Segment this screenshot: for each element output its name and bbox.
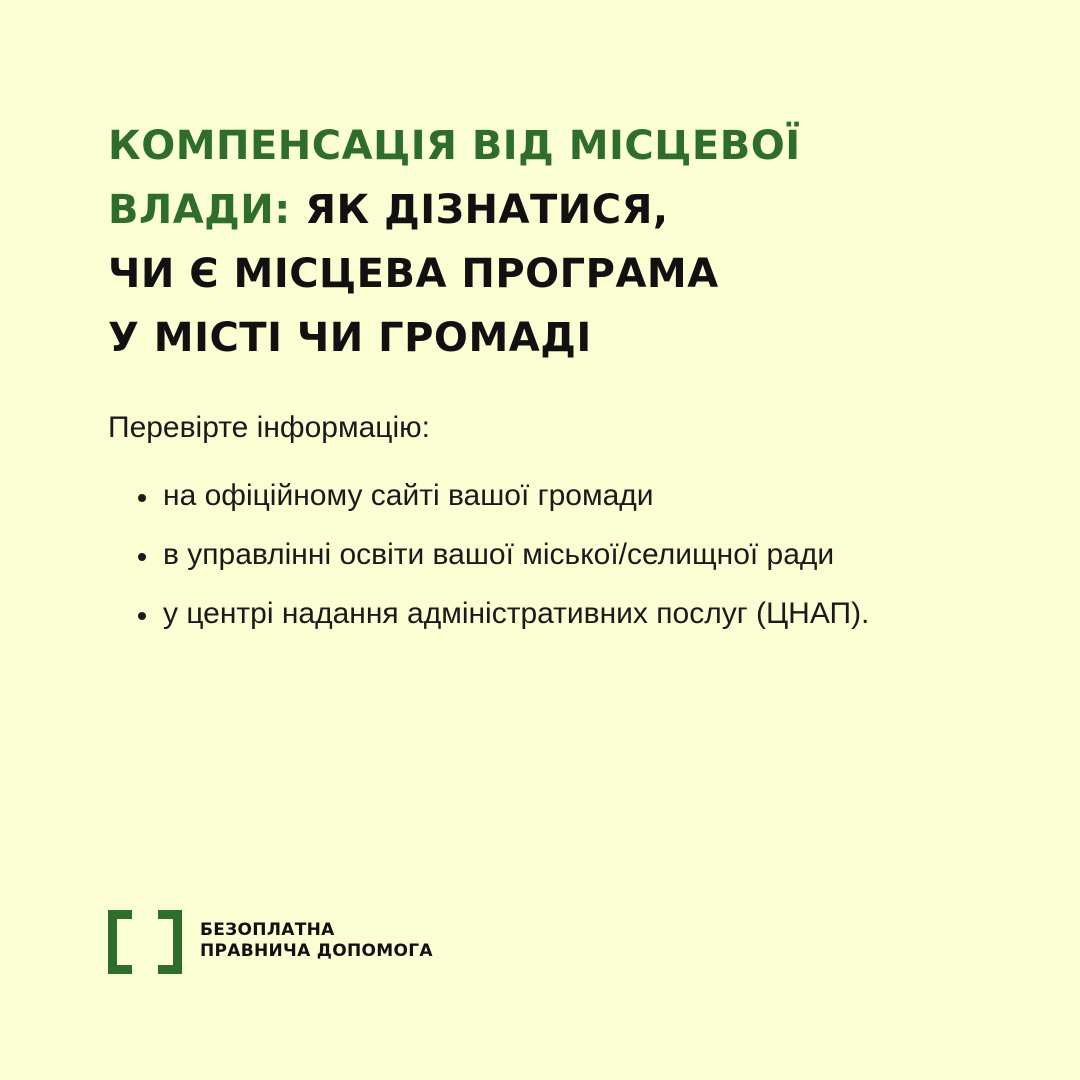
list-item-text: у центрі надання адміністративних послуг (ЦНАП). xyxy=(163,597,870,630)
headline-line-1: КОМПЕНСАЦІЯ ВІД МІСЦЕВОЇ xyxy=(108,123,801,169)
bullet-list xyxy=(108,474,869,651)
headline-line-3: ЧИ Є МІСЦЕВА ПРОГРАМА xyxy=(108,251,719,297)
logo xyxy=(108,910,508,974)
logo-text-line-2: ПРАВНИЧА ДОПОМОГА xyxy=(200,941,433,961)
list-item xyxy=(108,474,869,518)
list-item xyxy=(108,592,869,636)
headline xyxy=(108,114,1008,370)
bracket-logo-icon xyxy=(108,910,182,974)
headline-line-2 xyxy=(108,178,1008,242)
bullet-dot-icon xyxy=(138,494,146,502)
bullet-dot-icon xyxy=(138,612,146,620)
list-item-text: на офіційному сайті вашої громади xyxy=(163,479,654,512)
headline-accent-word: ВЛАДИ: xyxy=(108,187,291,233)
logo-wordmark xyxy=(200,920,433,962)
intro-text: Перевірте інформацію: xyxy=(108,411,430,444)
bullet-dot-icon xyxy=(138,553,146,561)
logo-text-line-1: БЕЗОПЛАТНА xyxy=(200,920,335,940)
list-item xyxy=(108,533,869,577)
list-item-text: в управлінні освіти вашої міської/селищної ради xyxy=(163,538,835,571)
headline-line-4: У МІСТІ ЧИ ГРОМАДІ xyxy=(108,315,592,361)
headline-line-2-rest: ЯК ДІЗНАТИСЯ, xyxy=(290,187,669,233)
